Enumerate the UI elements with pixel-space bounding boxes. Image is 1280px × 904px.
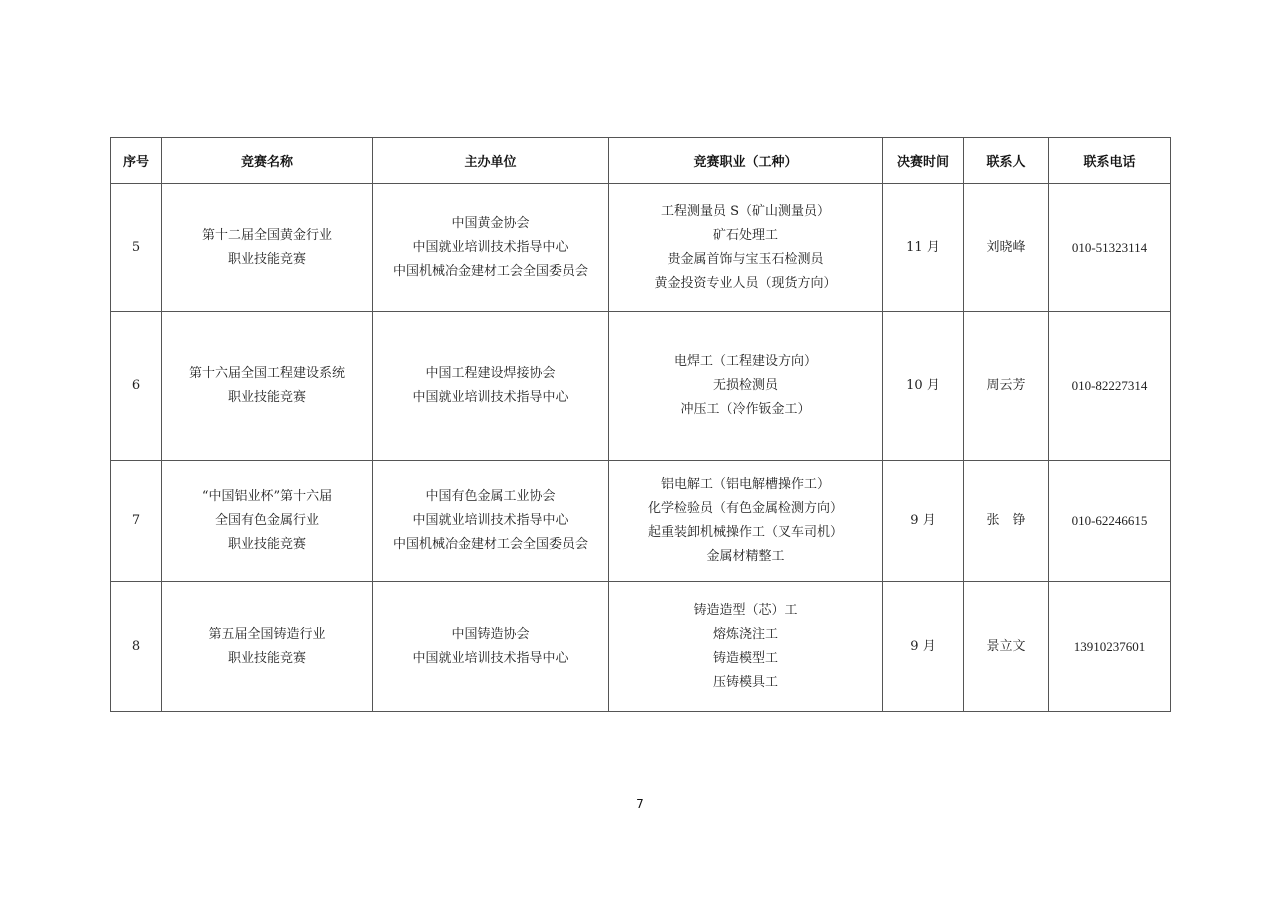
occupation-line: 铸造造型（芯）工 xyxy=(693,602,798,618)
organizer-line: 中国黄金协会 xyxy=(451,215,530,231)
name-line: 全国有色金属行业 xyxy=(214,513,319,528)
competition-name xyxy=(162,312,373,461)
contact-person: 刘晓峰 xyxy=(964,184,1049,312)
contact-phone: 010-82227314 xyxy=(1049,312,1171,461)
competition-name xyxy=(162,461,373,582)
organizer-line: 中国就业培训技术指导中心 xyxy=(412,390,569,405)
header-phone: 联系电话 xyxy=(1049,138,1171,184)
header-occupation: 竞赛职业（工种） xyxy=(609,138,883,184)
header-row xyxy=(111,138,1171,184)
occupation-cell xyxy=(609,582,883,712)
contact-phone: 13910237601 xyxy=(1049,582,1171,712)
occupation-line: 无损检测员 xyxy=(712,378,778,393)
name-line: 职业技能竞赛 xyxy=(227,650,306,666)
occupation-line: 金属材精整工 xyxy=(706,549,785,564)
competition-name xyxy=(162,184,373,312)
occupation-line: 黄金投资专业人员（现货方向） xyxy=(654,275,837,291)
occupation-line: 化学检验员（有色金属检测方向） xyxy=(647,501,843,516)
contact-person: 周云芳 xyxy=(964,312,1049,461)
occupation-line: 工程测量员 S（矿山测量员） xyxy=(660,203,831,219)
name-line: 第十六届全国工程建设系统 xyxy=(188,366,345,381)
name-line: 职业技能竞赛 xyxy=(227,251,306,267)
header-organizer: 主办单位 xyxy=(373,138,609,184)
organizer-line: 中国有色金属工业协会 xyxy=(425,489,556,504)
header-contact: 联系人 xyxy=(964,138,1049,184)
contact-phone: 010-51323114 xyxy=(1049,184,1171,312)
table-row xyxy=(111,461,1171,582)
occupation-line: 熔炼浇注工 xyxy=(712,626,778,642)
name-line: 职业技能竞赛 xyxy=(227,537,306,552)
occupation-cell xyxy=(609,312,883,461)
name-line: “中国铝业杯”第十六届 xyxy=(201,489,333,504)
organizer-line: 中国就业培训技术指导中心 xyxy=(412,513,569,528)
name-line: 职业技能竞赛 xyxy=(227,390,306,405)
final-time: 9 月 xyxy=(883,461,964,582)
table-row xyxy=(111,582,1171,712)
header-name: 竞赛名称 xyxy=(162,138,373,184)
occupation-cell xyxy=(609,184,883,312)
organizer-cell xyxy=(373,582,609,712)
row-number: 6 xyxy=(111,312,162,461)
occupation-line: 矿石处理工 xyxy=(712,227,778,243)
name-line: 第五届全国铸造行业 xyxy=(208,626,326,642)
organizer-line: 中国工程建设焊接协会 xyxy=(425,366,556,381)
header-no: 序号 xyxy=(111,138,162,184)
page-number: 7 xyxy=(636,797,644,811)
row-number: 7 xyxy=(111,461,162,582)
organizer-cell xyxy=(373,312,609,461)
organizer-line: 中国机械冶金建材工会全国委员会 xyxy=(392,263,588,279)
occupation-line: 冲压工（冷作钣金工） xyxy=(680,402,811,417)
table-row xyxy=(111,184,1171,312)
occupation-line: 起重装卸机械操作工（叉车司机） xyxy=(647,525,843,540)
final-time: 11 月 xyxy=(883,184,964,312)
occupation-line: 铸造模型工 xyxy=(712,650,778,666)
organizer-line: 中国铸造协会 xyxy=(451,626,530,642)
row-number: 8 xyxy=(111,582,162,712)
contact-person: 张 铮 xyxy=(964,461,1049,582)
name-line: 第十二届全国黄金行业 xyxy=(201,227,332,243)
contact-phone: 010-62246615 xyxy=(1049,461,1171,582)
occupation-line: 贵金属首饰与宝玉石检测员 xyxy=(667,251,824,267)
competition-name xyxy=(162,582,373,712)
contact-person: 景立文 xyxy=(964,582,1049,712)
competition-table xyxy=(110,137,1171,712)
row-number: 5 xyxy=(111,184,162,312)
organizer-cell xyxy=(373,184,609,312)
organizer-line: 中国就业培训技术指导中心 xyxy=(412,650,569,666)
occupation-cell xyxy=(609,461,883,582)
organizer-line: 中国就业培训技术指导中心 xyxy=(412,239,569,255)
table-row xyxy=(111,312,1171,461)
occupation-line: 压铸模具工 xyxy=(712,674,778,690)
header-time: 决赛时间 xyxy=(883,138,964,184)
organizer-line: 中国机械冶金建材工会全国委员会 xyxy=(392,537,588,552)
organizer-cell xyxy=(373,461,609,582)
occupation-line: 铝电解工（铝电解槽操作工） xyxy=(660,477,830,492)
final-time: 10 月 xyxy=(883,312,964,461)
occupation-line: 电焊工（工程建设方向） xyxy=(673,354,817,369)
final-time: 9 月 xyxy=(883,582,964,712)
